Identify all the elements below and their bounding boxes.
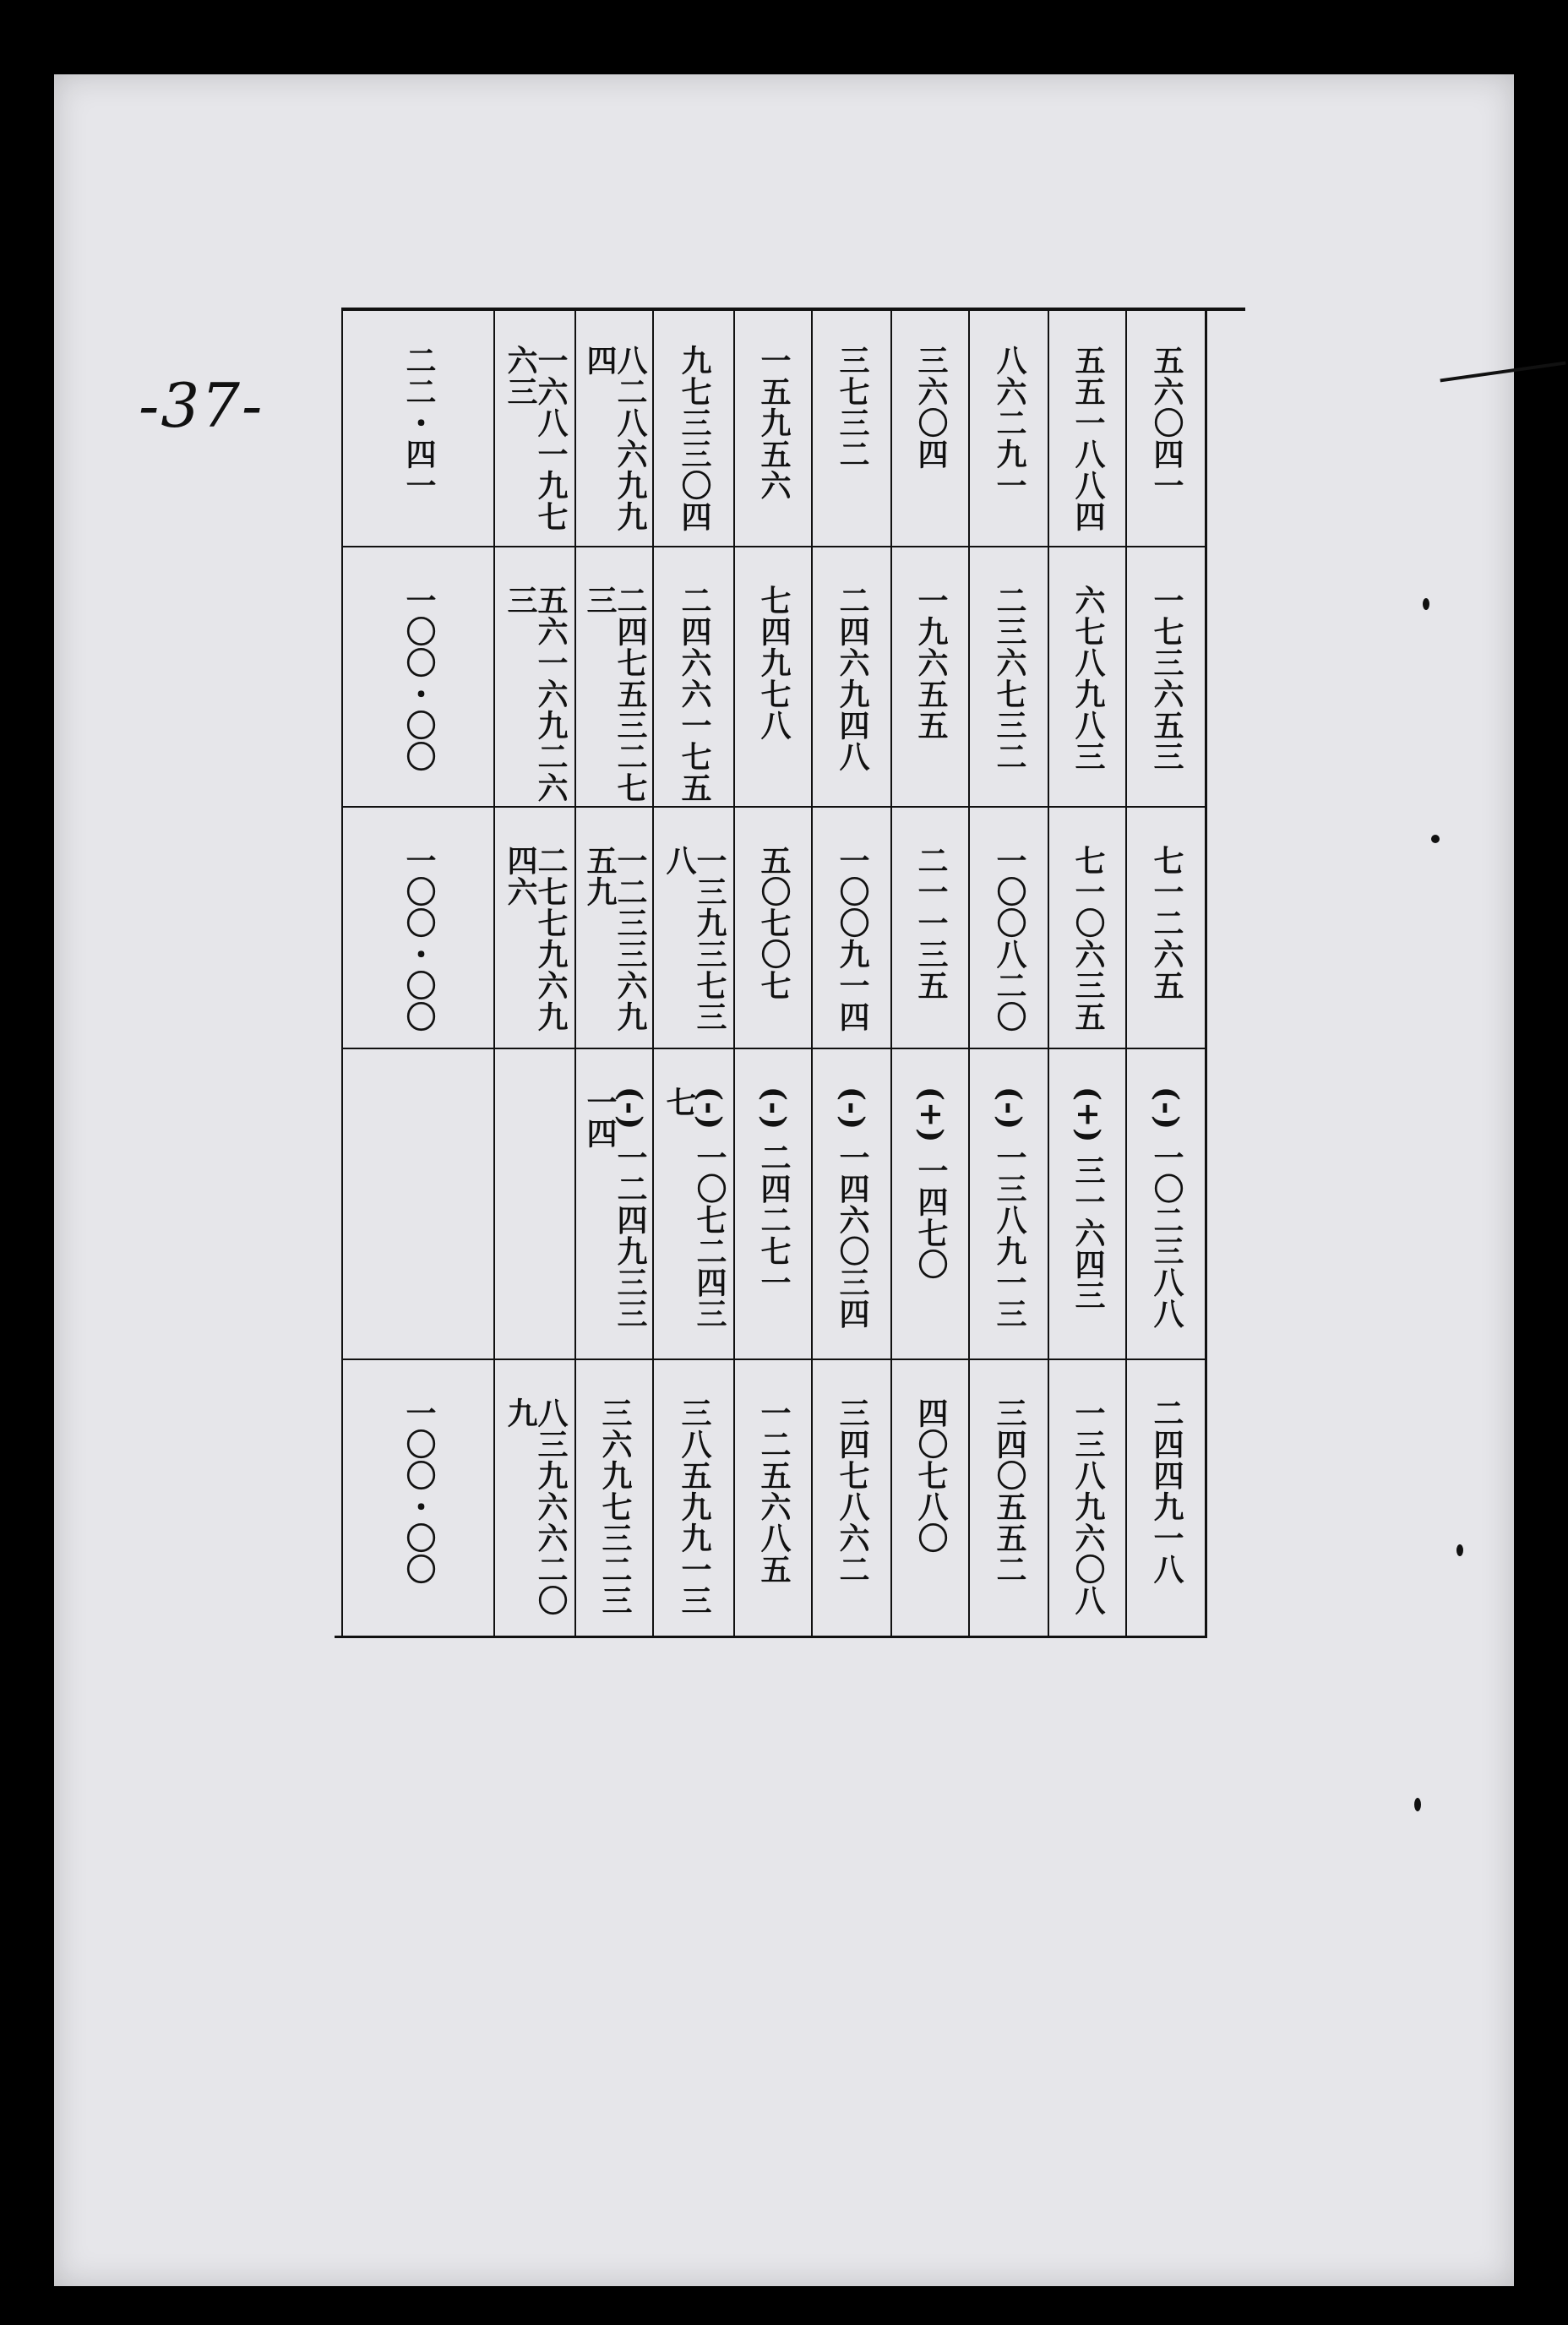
table-cell [1049,546,1127,806]
table-cell [495,806,576,1048]
cell-value: 五六一六九二六三 [503,585,569,803]
table-column-row-3 [968,308,1049,1637]
cell-value: 一三九三七三八 [662,845,727,1032]
cell-value: 一六八一九七六三 [503,345,569,532]
statistics-table [341,308,1203,1637]
cell-value: 二四四九一八 [1149,1397,1184,1585]
table-cell [970,546,1049,806]
table-cell [654,1359,735,1637]
cell-value: (+) 一四七〇 [913,1086,949,1280]
table-cell [576,308,654,546]
table-cell [343,308,495,546]
speck [1431,835,1440,843]
table-cell [1127,806,1206,1048]
table-cell [735,546,813,806]
margin-mark [1440,362,1565,383]
page-number: -37- [139,370,264,441]
table-cell [1127,546,1206,806]
cell-value: (-) 一三八九一三 [992,1086,1027,1330]
table-cell [813,546,892,806]
cell-value: 七一〇六三五 [1070,845,1106,1032]
table-cell [1049,308,1127,546]
cell-value: 一〇〇・〇〇 [401,1397,437,1585]
table-column-row-1 [1125,308,1206,1637]
cell-value: (-) 二四二七一 [756,1086,792,1299]
table-cell [1049,1359,1127,1637]
table-cell [970,308,1049,546]
cell-value: 二七七九六九四六 [503,845,569,1032]
table-cell [813,1048,892,1359]
cell-value: (+) 三一六四三 [1070,1086,1106,1311]
cell-value: 八三九六六二〇九 [503,1397,569,1616]
speck [1423,598,1429,610]
table-cell [495,1359,576,1637]
table-cell [892,806,970,1048]
cell-value: 三七三二 [835,345,870,470]
cell-value: 五五一八八四 [1070,345,1106,532]
table-column-row-9 [493,308,576,1637]
table-cell [654,1048,735,1359]
cell-value: 一三八九六〇八 [1070,1397,1106,1616]
table-cell [892,308,970,546]
cell-value: 二三六七三二 [992,585,1027,772]
table-cell [654,806,735,1048]
table-cell [892,1359,970,1637]
table-cell [495,308,576,546]
cell-value: 三八五九九一三 [677,1397,712,1616]
table-cell [576,806,654,1048]
table-cell [495,546,576,806]
cell-value: 一九六五五 [913,585,949,741]
table-cell [735,1359,813,1637]
table-cell [343,806,495,1048]
cell-value: 七一二六五 [1149,845,1184,1001]
cell-value: (-) 一〇七二四三七 [662,1086,727,1330]
table-cell [1049,806,1127,1048]
table-cell [892,1048,970,1359]
cell-value: (-) 一〇二三八八 [1149,1086,1184,1330]
table-cell [576,1048,654,1359]
table-cell [343,1048,495,1359]
table-cell [1127,1359,1206,1637]
table-cell [735,1048,813,1359]
table-column-row-2 [1048,308,1127,1637]
table-cell [576,1359,654,1637]
table-cell [735,308,813,546]
cell-value: 五〇七〇七 [756,845,792,1001]
cell-value: 七四九七八 [756,585,792,741]
cell-value: 三六九七三二三 [597,1397,633,1616]
cell-value: 二一一三五 [913,845,949,1001]
cell-value: 二四六六一七五 [677,585,712,803]
table-cell [1127,308,1206,546]
table-cell [892,546,970,806]
table-cell [970,1359,1049,1637]
table-cell [813,806,892,1048]
cell-value: 五六〇四一 [1149,345,1184,501]
cell-value: 三四〇五五二 [992,1397,1027,1585]
cell-value: 四〇七八〇 [913,1397,949,1554]
cell-value: 二四六九四八 [835,585,870,772]
table-cell [970,1048,1049,1359]
cell-value: (-) 一二四九三三一四 [582,1086,648,1330]
table-column-row-total [341,308,495,1637]
cell-value: 八二八六九九四 [582,345,648,532]
cell-value: 一五九五六 [756,345,792,501]
table-cell [576,546,654,806]
table-cell [343,546,495,806]
table-column-row-7 [652,308,735,1637]
cell-value: 八六二九一 [992,345,1027,501]
table-cell [343,1359,495,1637]
table-column-row-8 [574,308,654,1637]
table-cell [495,1048,576,1359]
cell-value: (-) 一四六〇三四 [835,1086,870,1330]
cell-value: 一〇〇・〇〇 [401,845,437,1032]
table-cell [970,806,1049,1048]
cell-value: 九七三三〇四 [677,345,712,532]
cell-value: 三六〇四 [913,345,949,470]
cell-value: 二四七五三二七三 [582,585,648,803]
cell-value: 三四七八六二 [835,1397,870,1585]
table-cell [735,806,813,1048]
table-column-row-5 [811,308,892,1637]
table-cell [813,1359,892,1637]
cell-value: 一〇〇・〇〇 [401,585,437,772]
table-cell [813,308,892,546]
table-cell [654,546,735,806]
speck [1414,1798,1421,1811]
cell-value: 一二三三六九五九 [582,845,648,1032]
cell-value: 六七八九八三 [1070,585,1106,772]
table-cell [1127,1048,1206,1359]
cell-value: 一〇〇八二〇 [992,845,1027,1032]
cell-value: 二二・四一 [401,345,437,501]
cell-value: 一二五六八五 [756,1397,792,1585]
table-cell [654,308,735,546]
table-column-row-4 [890,308,970,1637]
table-column-row-6 [733,308,813,1637]
speck [1456,1544,1463,1556]
table-cell [1049,1048,1127,1359]
cell-value: 一〇〇九一四 [835,845,870,1032]
cell-value: 一七三六五三 [1149,585,1184,772]
